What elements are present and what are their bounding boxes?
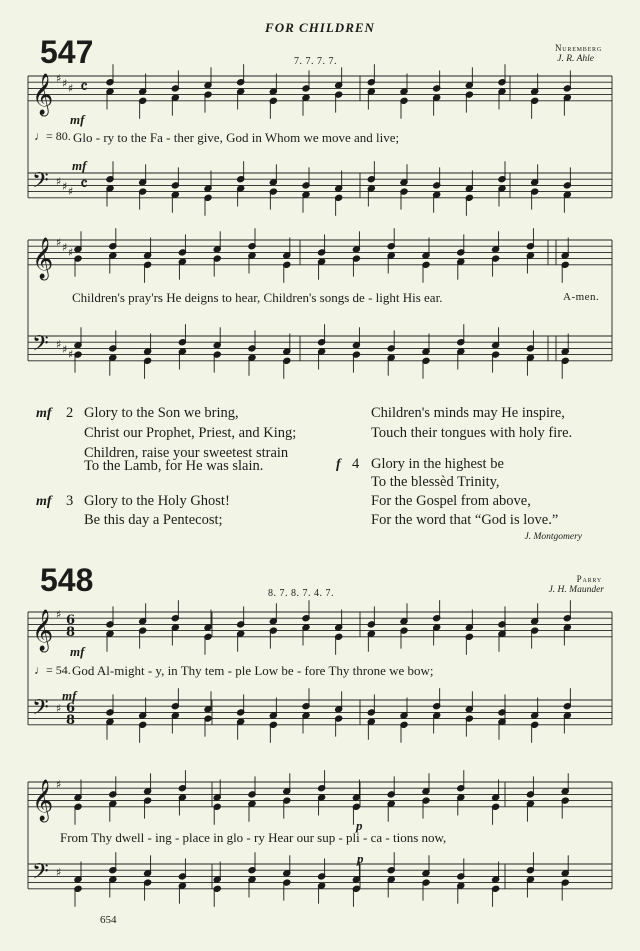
bass-clef-icon: 𝄢 bbox=[32, 859, 49, 890]
bass-clef-icon: 𝄢 bbox=[32, 695, 49, 726]
treble-clef-icon: 𝄞 bbox=[32, 73, 54, 115]
bass-clef-icon: 𝄢 bbox=[32, 168, 49, 199]
verse-2-line-3: Children, raise your sweetest strain bbox=[84, 445, 289, 461]
verse-4-line-2: To the blessèd Trinity, bbox=[371, 474, 500, 490]
verse-2-right-line-1: Children's minds may He inspire, bbox=[371, 405, 565, 421]
dynamic-mf-548-bass: mf bbox=[62, 688, 77, 703]
verse-2-line-1: Glory to the Son we bring, bbox=[84, 405, 239, 421]
sharp-icon: ♯ bbox=[62, 343, 68, 356]
sharp-icon: ♯ bbox=[62, 77, 68, 90]
meter-548: 8. 7. 8. 7. 4. 7. bbox=[268, 588, 334, 599]
sharp-icon: ♯ bbox=[68, 246, 74, 259]
tempo-547: ♩= 80. bbox=[34, 129, 71, 143]
lyrics-547-line1: Glo - ry to the Fa - ther give, God in Whom we move and live; bbox=[73, 130, 400, 145]
bass-clef-icon: 𝄢 bbox=[32, 331, 49, 362]
sharp-icon: ♯ bbox=[68, 82, 74, 95]
dynamic-mf-547-treble: mf bbox=[70, 112, 85, 127]
tune-name-547: Nuremberg bbox=[554, 43, 602, 53]
lyrics-547-line2: Children's pray'rs He deigns to hear, Children's songs de - light His ear. bbox=[72, 290, 443, 305]
sharp-icon: ♯ bbox=[56, 866, 62, 879]
sharp-icon: ♯ bbox=[68, 185, 74, 198]
sharp-icon: ♯ bbox=[56, 778, 62, 791]
hymn-number-547: 547 bbox=[40, 34, 94, 70]
lyrics-548-line2: From Thy dwell - ing - place in glo - ry Hear our sup - pli - ca - tions now, bbox=[60, 830, 447, 845]
sharp-icon: ♯ bbox=[56, 608, 62, 621]
sharp-icon: ♯ bbox=[62, 180, 68, 193]
author-547: J. Montgomery bbox=[524, 532, 582, 542]
lyrics-548-line1: God Al-might - y, in Thy tem - ple Low be - fore Thy throne we bow; bbox=[72, 663, 434, 678]
sharp-icon: ♯ bbox=[56, 236, 62, 249]
dynamic-p-548-bass: p bbox=[357, 851, 364, 866]
tune-name-548: Parry bbox=[576, 574, 602, 584]
sharp-icon: ♯ bbox=[56, 175, 62, 188]
composer-548: J. H. Maunder bbox=[548, 585, 604, 595]
sharp-icon: ♯ bbox=[56, 338, 62, 351]
verse-4-dynamic: f bbox=[336, 457, 341, 472]
time-signature: 6 bbox=[66, 613, 76, 628]
common-time-icon: 𝄴 bbox=[80, 77, 89, 98]
sharp-icon: ♯ bbox=[62, 241, 68, 254]
treble-clef-icon: 𝄞 bbox=[32, 237, 54, 279]
sharp-icon: ♯ bbox=[56, 72, 62, 85]
tempo-548: ♩= 54. bbox=[34, 663, 71, 677]
verse-2-number: 2 bbox=[66, 405, 74, 421]
verse-2-right-line-2: Touch their tongues with holy fire. bbox=[371, 425, 573, 441]
time-signature: 8 bbox=[66, 713, 76, 728]
verse-4-number: 4 bbox=[352, 456, 360, 472]
page-number: 654 bbox=[100, 914, 117, 926]
verse-2-dynamic: mf bbox=[36, 406, 52, 421]
verse-3-line-1: Glory to the Holy Ghost! bbox=[84, 493, 230, 509]
verse-4-line-4: For the word that “God is love.” bbox=[371, 512, 559, 528]
time-signature: 8 bbox=[66, 625, 76, 640]
verse-4-line-1: Glory in the highest be bbox=[371, 456, 504, 472]
verse-4-line-3: For the Gospel from above, bbox=[371, 493, 531, 509]
time-signature: 6 bbox=[66, 701, 76, 716]
verse-2-line-2: Christ our Prophet, Priest, and King; bbox=[84, 425, 297, 441]
treble-clef-icon: 𝄞 bbox=[32, 779, 54, 821]
verse-3-line-2: Be this day a Pentecost; bbox=[84, 512, 223, 528]
dynamic-mf-548-treble: mf bbox=[70, 644, 85, 659]
common-time-icon: 𝄴 bbox=[80, 174, 89, 195]
verse-2-line-4: To the Lamb, for He was slain. bbox=[84, 458, 264, 474]
treble-clef-icon: 𝄞 bbox=[32, 609, 54, 651]
page-header: FOR CHILDREN bbox=[265, 20, 375, 35]
dynamic-p-548-treble: p bbox=[356, 818, 363, 833]
composer-547: J. R. Ahle bbox=[557, 54, 594, 64]
dynamic-mf-547-bass: mf bbox=[72, 158, 87, 173]
sharp-icon: ♯ bbox=[56, 702, 62, 715]
verse-3-dynamic: mf bbox=[36, 494, 52, 509]
sharp-icon: ♯ bbox=[68, 348, 74, 361]
hymn-number-548: 548 bbox=[40, 562, 94, 598]
amen-label: A-men. bbox=[563, 291, 600, 303]
meter-547: 7. 7. 7. 7. bbox=[294, 56, 337, 67]
verse-3-number: 3 bbox=[66, 493, 74, 509]
